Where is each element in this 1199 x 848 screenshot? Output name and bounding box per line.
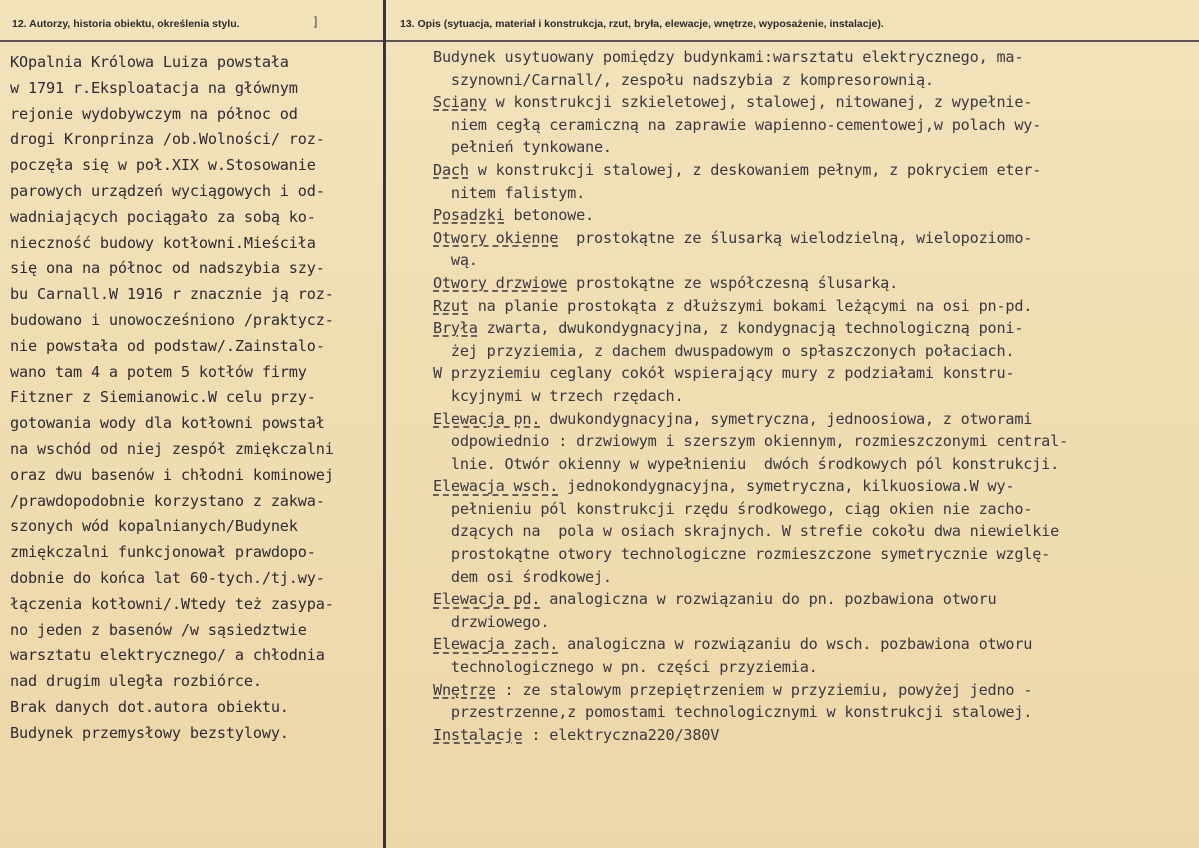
history-line: KOpalnia Królowa Luiza powstała [10,53,289,71]
history-line: się ona na północ od nadszybia szy- [10,259,325,278]
description-text: : elektryczna220/380V [522,725,720,744]
history-line: nad drugim uległa rozbiórce. [10,672,262,691]
bracket-mark: ] [314,14,318,28]
description-text: w konstrukcji stalowej, z deskowaniem pełnym, z pokryciem eter- [468,160,1042,179]
section-keyword: Otwory drzwiowe [433,273,568,292]
description-text: przestrzenne,z pomostami technologicznymi w konstrukcji stalowej. [433,703,1033,722]
description-line [433,701,1193,724]
description-text: analogiczna w rozwiązaniu do wsch. pozbawiona otworu [558,635,1033,654]
section-13-heading: 13. Opis (sytuacja, materiał i konstrukcja, rzut, bryła, elewacje, wnętrze, wyposażenie, instalacje). [400,18,884,30]
section-keyword: Otwory okienne [433,228,559,247]
description-line [433,91,1193,114]
section-12-heading: 12. Autorzy, historia obiektu, określenia stylu. [12,18,240,30]
section-keyword: Elewacja zach. [433,635,559,654]
history-line: budowano i unowocześniono /praktycz- [10,310,334,329]
section-keyword: Elewacja pd. [433,590,541,609]
section-keyword: Wnętrze [433,680,496,699]
section-keyword: Posadzki [433,206,505,225]
description-line [433,227,1193,250]
description-line [433,566,1193,589]
description-line [433,408,1193,431]
description-line [433,136,1193,159]
history-line: Fitzner z Siemianowic.W celu przy- [10,388,316,407]
description-line [433,430,1193,453]
section-keyword: Elewacja pn. [433,409,541,428]
section-keyword: Rzut [433,296,469,315]
history-line: /prawdopodobnie korzystano z zakwa- [10,491,325,510]
description-line [433,633,1193,656]
description-text: prostokątne ze ślusarką wielodzielną, wielopoziomo- [558,228,1033,247]
description-line [433,114,1193,137]
description-line [433,453,1193,476]
description-text: betonowe. [504,206,594,225]
description-line [433,679,1193,702]
history-line: w 1791 r.Eksploatacja na głównym [10,78,298,97]
history-line: nieczność budowy kotłowni.Mieściła [10,233,316,252]
header-rule [0,40,1199,42]
section-keyword: Elewacja wsch. [433,477,559,496]
description-line [433,385,1193,408]
history-line: rejonie wydobywczym na północ od [10,104,298,123]
section-keyword: Instalacje [433,725,523,744]
history-line: zmiękczalni funkcjonował prawdopo- [10,543,316,562]
description-line [433,46,1193,69]
history-line: no jeden z basenów /w sąsiedztwie [10,620,307,639]
description-line [433,543,1193,566]
description-text: Budynek usytuowany pomiędzy budynkami:warsztatu elektrycznego, ma- [433,48,1024,66]
history-line: warsztatu elektrycznego/ a chłodnia [10,646,325,665]
history-line: nie powstała od podstaw/.Zainstalo- [10,336,325,355]
description-text: drzwiowego. [433,612,550,631]
description-line [433,182,1193,205]
description-text: prostokątne otwory technologiczne rozmieszczone symetrycznie wzglę- [433,545,1051,564]
description-text-column [433,46,1193,746]
description-text: prostokątne ze współczesną ślusarką. [567,273,899,292]
description-line [433,317,1193,340]
description-text: jednokondygnacyjna, symetryczna, kilkuosiowa.W wy- [558,477,1015,496]
description-text: w konstrukcji szkieletowej, stalowej, nitowanej, z wypełnie- [486,93,1033,112]
history-line: Brak danych dot.autora obiektu. [10,697,289,716]
history-line: oraz dwu basenów i chłodni kominowej [10,465,334,484]
history-line: łączenia kotłowni/.Wtedy też zasypa- [10,594,334,613]
description-text: dzących na pola w osiach skrajnych. W strefie cokołu dwa niewielkie [433,522,1060,541]
description-text: odpowiednio : drzwiowym i szerszym okiennym, rozmieszczonymi central- [433,432,1068,451]
description-text: : ze stalowym przepiętrzeniem w przyziemiu, powyżej jedno - [495,680,1033,699]
section-keyword: Sciany [433,93,487,112]
history-line: poczęła się w poł.XIX w.Stosowanie [10,156,316,175]
description-text: nitem falistym. [433,183,586,202]
history-line: parowych urządzeń wyciągowych i od- [10,181,325,200]
description-line [433,295,1193,318]
description-line [433,159,1193,182]
section-keyword: Bryła [433,319,478,338]
description-text: dem osi środkowej. [433,567,612,586]
description-line [433,475,1193,498]
description-text: szynowni/Carnall/, zespołu nadszybia z kompresorownią. [433,70,934,89]
description-text: pełnieniu pól konstrukcji rzędu środkowego, ciąg okien nie zacho- [433,499,1033,518]
description-text: żej przyziemia, z dachem dwuspadowym o spłaszczonych połaciach. [433,341,1015,360]
history-line: gotowania wody dla kotłowni powstał [10,414,325,433]
description-line [433,656,1193,679]
description-line [433,724,1193,747]
description-text: na planie prostokąta z dłuższymi bokami leżącymi na osi pn-pd. [468,296,1033,315]
description-line [433,249,1193,272]
description-text: analogiczna w rozwiązaniu do pn. pozbawiona otworu [540,590,997,609]
description-line [433,611,1193,634]
description-text: pełnień tynkowane. [433,138,612,157]
description-line [433,362,1193,385]
description-line [433,498,1193,521]
description-line [433,204,1193,227]
description-text: lnie. Otwór okienny w wypełnieniu dwóch środkowych pól konstrukcji. [433,454,1060,473]
history-line: szonych wód kopalnianych/Budynek [10,517,298,536]
history-line: dobnie do końca lat 60-tych./tj.wy- [10,568,325,587]
history-line: drogi Kronprinza /ob.Wolności/ roz- [10,130,325,149]
history-text-column [10,50,390,747]
history-line: bu Carnall.W 1916 r znacznie ją roz- [10,285,334,304]
description-line [433,340,1193,363]
description-line [433,520,1193,543]
description-line [433,588,1193,611]
description-text: kcyjnymi w trzech rzędach. [433,386,684,405]
history-line: wadniających pociągało za sobą ko- [10,207,316,226]
description-text: technologicznego w pn. części przyziemia. [433,658,818,677]
description-text: dwukondygnacyjna, symetryczna, jednoosiowa, z otworami [540,409,1033,428]
history-line: na wschód od niej zespół zmiękczalni [10,439,334,458]
description-line [433,272,1193,295]
description-line [433,69,1193,92]
description-text: niem cegłą ceramiczną na zaprawie wapienno-cementowej,w polach wy- [433,115,1042,134]
history-line: wano tam 4 a potem 5 kotłów firmy [10,362,307,381]
history-line: Budynek przemysłowy bezstylowy. [10,723,289,742]
description-text: wą. [433,251,478,270]
description-text: W przyziemiu ceglany cokół wspierający mury z podziałami konstru- [433,364,1015,383]
section-keyword: Dach [433,160,469,179]
description-text: zwarta, dwukondygnacyjna, z kondygnacją technologiczną poni- [477,319,1024,338]
